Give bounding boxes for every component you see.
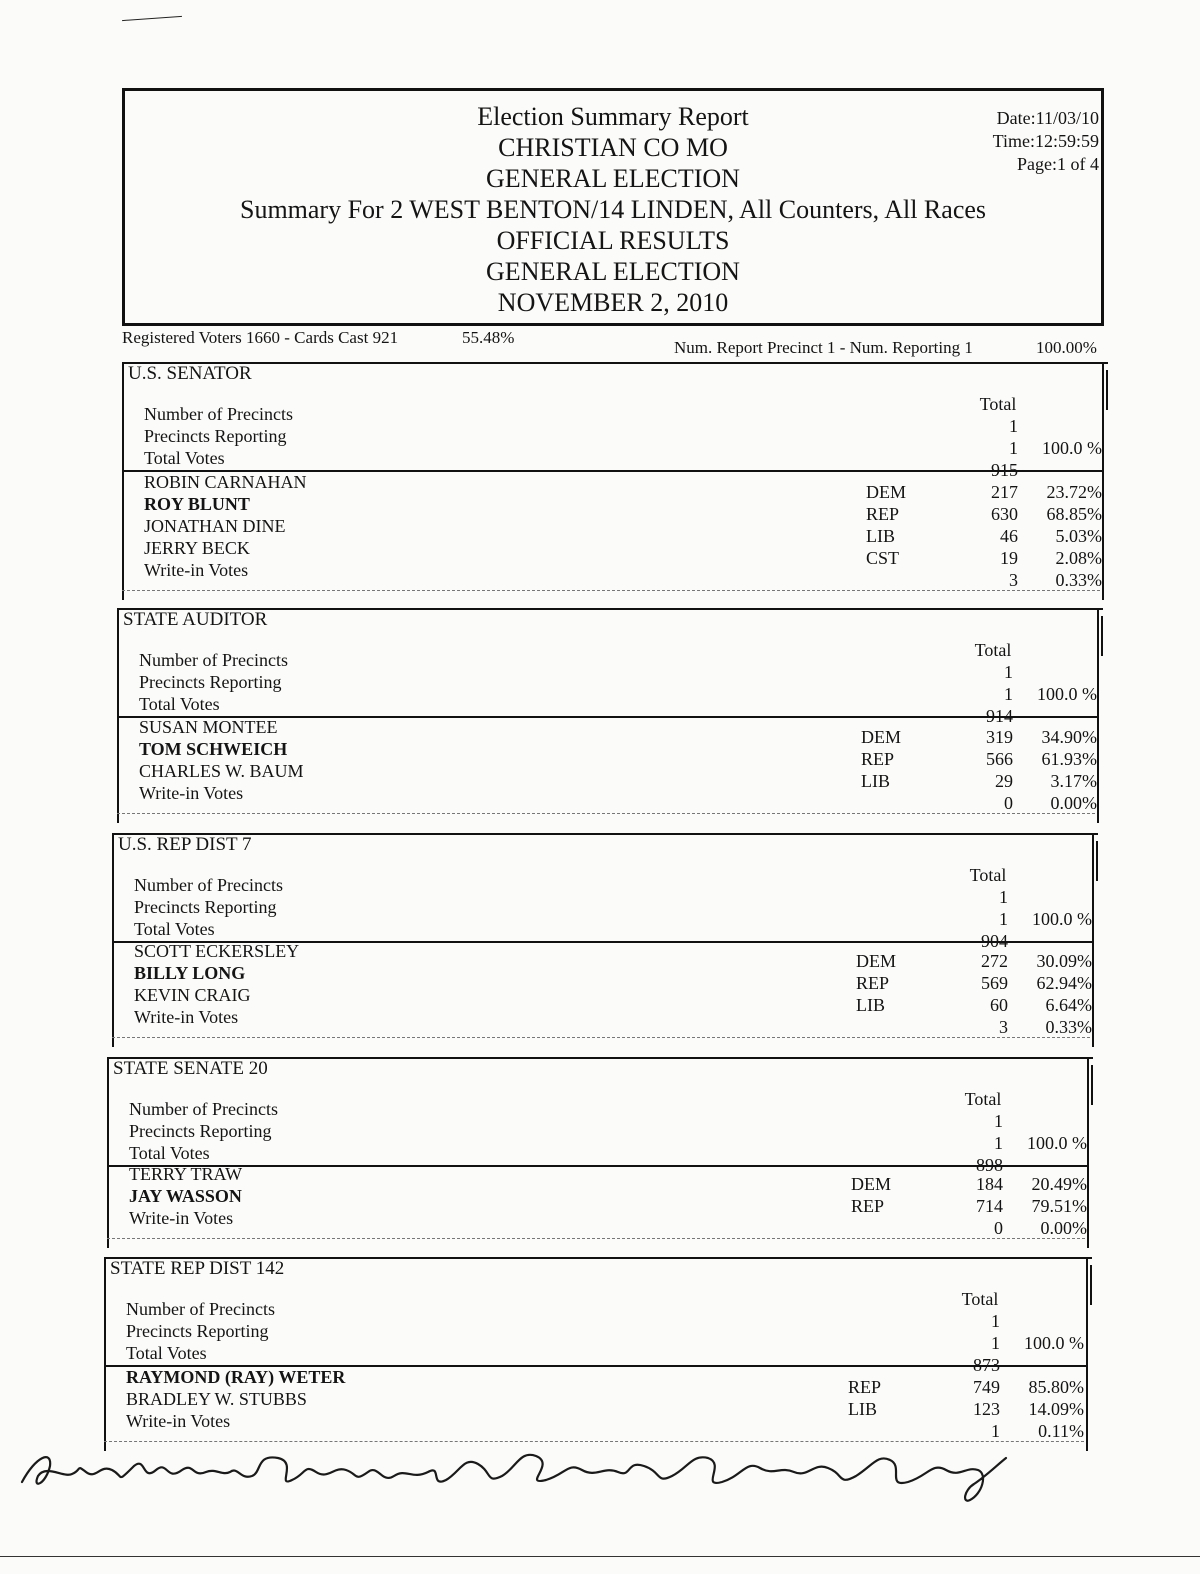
total-header: Total [974,640,1012,660]
precincts-reporting-label: Precincts Reporting [129,1121,272,1141]
candidate-pct: 79.51% [1031,1196,1087,1216]
num-precincts-value: 1 [1004,662,1013,682]
precincts-reporting-label: Precincts Reporting [134,897,277,917]
page-edge [0,1556,1200,1557]
total-votes-label: Total Votes [126,1343,207,1363]
race-title: STATE SENATE 20 [113,1058,268,1079]
candidate-pct: 6.64% [1045,995,1092,1015]
reporting-pct: 100.0 % [1042,438,1102,458]
precincts-reporting-value: 1 [991,1333,1000,1353]
candidate-name: BRADLEY W. STUBBS [126,1389,307,1409]
header-titles [125,101,1101,318]
report-header [122,88,1104,326]
race-section [104,1257,1088,1451]
candidate-votes: 630 [991,504,1018,524]
race-corner-rule [1101,616,1103,656]
race-top-rule [112,833,1098,835]
candidate-pct: 0.00% [1040,1218,1087,1238]
race-title: U.S. SENATOR [128,363,252,384]
candidate-votes: 3 [999,1017,1008,1037]
num-precincts-value: 1 [999,887,1008,907]
num-precincts-label: Number of Precincts [129,1099,278,1119]
total-votes-value: 898 [976,1155,1003,1175]
candidate-votes: 714 [976,1196,1003,1216]
candidate-name: TERRY TRAW [129,1164,243,1184]
candidate-pct: 20.49% [1031,1174,1087,1194]
candidate-party: REP [861,749,895,769]
candidate-votes: 566 [986,749,1013,769]
total-separator [109,1165,1089,1167]
summary-scope: Summary For 2 WEST BENTON/14 LINDEN, All Counters, All Races [239,195,987,224]
candidate-name: Write-in Votes [126,1411,231,1431]
candidate-votes: 3 [1009,570,1018,590]
candidate-name: TOM SCHWEICH [139,739,288,759]
candidate-votes: 46 [1000,526,1018,546]
candidate-name: Write-in Votes [144,560,249,580]
precincts-reporting-value: 1 [1009,438,1018,458]
precincts-reporting-label: Precincts Reporting [139,672,282,692]
race-bottom-rule [117,813,1095,814]
election-name: GENERAL ELECTION [486,164,740,193]
report-title: Election Summary Report [477,102,749,131]
candidate-pct: 62.94% [1036,973,1092,993]
candidate-name: KEVIN CRAIG [134,985,251,1005]
candidate-pct: 0.00% [1050,793,1097,813]
candidate-name: RAYMOND (RAY) WETER [126,1367,346,1387]
candidate-votes: 184 [976,1174,1003,1194]
precincts-reporting-label: Precincts Reporting [144,426,287,446]
candidate-votes: 217 [991,482,1018,502]
candidate-party: LIB [848,1399,877,1419]
results-status: OFFICIAL RESULTS [496,226,730,255]
race-section [107,1057,1089,1248]
candidate-party: DEM [866,482,906,502]
candidate-name: ROY BLUNT [144,494,250,514]
candidate-pct: 5.03% [1055,526,1102,546]
total-votes-value: 914 [986,706,1013,726]
candidate-name: SUSAN MONTEE [139,717,278,737]
candidate-votes: 319 [986,727,1013,747]
candidate-pct: 3.17% [1050,771,1097,791]
race-corner-rule [1091,1065,1093,1105]
candidate-pct: 30.09% [1036,951,1092,971]
candidate-votes: 19 [1000,548,1018,568]
candidate-pct: 68.85% [1046,504,1102,524]
candidate-votes: 123 [973,1399,1000,1419]
page-number: Page:1 of 4 [1017,154,1099,174]
candidate-party: REP [848,1377,882,1397]
candidate-name: JAY WASSON [129,1186,242,1206]
candidate-name: JONATHAN DINE [144,516,286,536]
precincts-reporting-value: 1 [994,1133,1003,1153]
race-title: U.S. REP DIST 7 [118,834,252,855]
header-meta [993,107,1099,176]
candidate-party: REP [856,973,890,993]
registered-voters: Registered Voters 1660 - Cards Cast 921 [122,328,399,347]
total-votes-value: 873 [973,1355,1000,1375]
candidate-votes: 569 [981,973,1008,993]
total-header: Total [964,1089,1002,1109]
candidate-party: DEM [861,727,901,747]
candidate-votes: 60 [990,995,1008,1015]
reporting-pct: 100.0 % [1032,909,1092,929]
candidate-votes: 272 [981,951,1008,971]
total-header: Total [961,1289,999,1309]
report-date: Date:11/03/10 [996,108,1099,128]
race-corner-rule [1096,841,1098,881]
race-section [112,833,1094,1047]
candidate-pct: 23.72% [1046,482,1102,502]
reporting-pct: 100.0 % [1037,684,1097,704]
candidate-votes: 0 [994,1218,1003,1238]
signatures-image [16,1436,1016,1506]
candidate-name: SCOTT ECKERSLEY [134,941,300,961]
county-name: CHRISTIAN CO MO [498,133,728,162]
candidate-name: Write-in Votes [129,1208,234,1228]
candidate-party: DEM [856,951,896,971]
candidate-votes: 1 [991,1421,1000,1441]
num-precincts-label: Number of Precincts [126,1299,275,1319]
candidate-party: LIB [861,771,890,791]
total-header: Total [979,394,1017,414]
race-corner-rule [1106,370,1108,410]
scan-mark [122,16,182,21]
election-type: GENERAL ELECTION [486,257,740,286]
total-votes-value: 915 [991,460,1018,480]
candidate-pct: 0.11% [1038,1421,1084,1441]
num-precincts-label: Number of Precincts [139,650,288,670]
candidate-name: Write-in Votes [139,783,244,803]
turnout-pct: 55.48% [462,328,515,347]
candidate-name: CHARLES W. BAUM [139,761,304,781]
total-votes-label: Total Votes [134,919,215,939]
candidate-name: Write-in Votes [134,1007,239,1027]
candidate-party: REP [866,504,900,524]
precincts-reporting-value: 1 [999,909,1008,929]
precincts-reporting-label: Precincts Reporting [126,1321,269,1341]
candidate-votes: 29 [995,771,1013,791]
num-precincts-value: 1 [1009,416,1018,436]
candidate-pct: 0.33% [1055,570,1102,590]
candidate-party: REP [851,1196,885,1216]
candidate-pct: 61.93% [1041,749,1097,769]
candidate-name: BILLY LONG [134,963,246,983]
precinct-report-pct: 100.00% [1036,338,1097,357]
reporting-pct: 100.0 % [1024,1333,1084,1353]
reporting-pct: 100.0 % [1027,1133,1087,1153]
report-time: Time:12:59:59 [992,131,1099,151]
election-date: NOVEMBER 2, 2010 [497,288,729,317]
candidate-name: ROBIN CARNAHAN [144,472,307,492]
candidate-pct: 85.80% [1028,1377,1084,1397]
candidate-votes: 0 [1004,793,1013,813]
race-bottom-rule [122,590,1100,591]
num-precincts-label: Number of Precincts [144,404,293,424]
total-votes-label: Total Votes [144,448,225,468]
race-bottom-rule [107,1238,1085,1239]
precinct-report: Num. Report Precinct 1 - Num. Reporting 1 [674,338,973,357]
num-precincts-value: 1 [994,1111,1003,1131]
candidate-pct: 14.09% [1028,1399,1084,1419]
race-title: STATE REP DIST 142 [110,1258,285,1279]
candidate-pct: 2.08% [1055,548,1102,568]
candidate-pct: 0.33% [1045,1017,1092,1037]
precincts-reporting-value: 1 [1004,684,1013,704]
candidate-name: JERRY BECK [144,538,250,558]
race-bottom-rule [112,1037,1090,1038]
candidate-party: CST [866,548,900,568]
race-corner-rule [1090,1265,1092,1305]
candidate-party: DEM [851,1174,891,1194]
total-votes-value: 904 [981,931,1008,951]
race-title: STATE AUDITOR [123,609,268,630]
race-top-rule [122,362,1108,364]
num-precincts-label: Number of Precincts [134,875,283,895]
total-votes-label: Total Votes [139,694,220,714]
candidate-party: LIB [856,995,885,1015]
candidate-party: LIB [866,526,895,546]
total-header: Total [969,865,1007,885]
candidate-votes: 749 [973,1377,1000,1397]
num-precincts-value: 1 [991,1311,1000,1331]
candidate-pct: 34.90% [1041,727,1097,747]
total-votes-label: Total Votes [129,1143,210,1163]
